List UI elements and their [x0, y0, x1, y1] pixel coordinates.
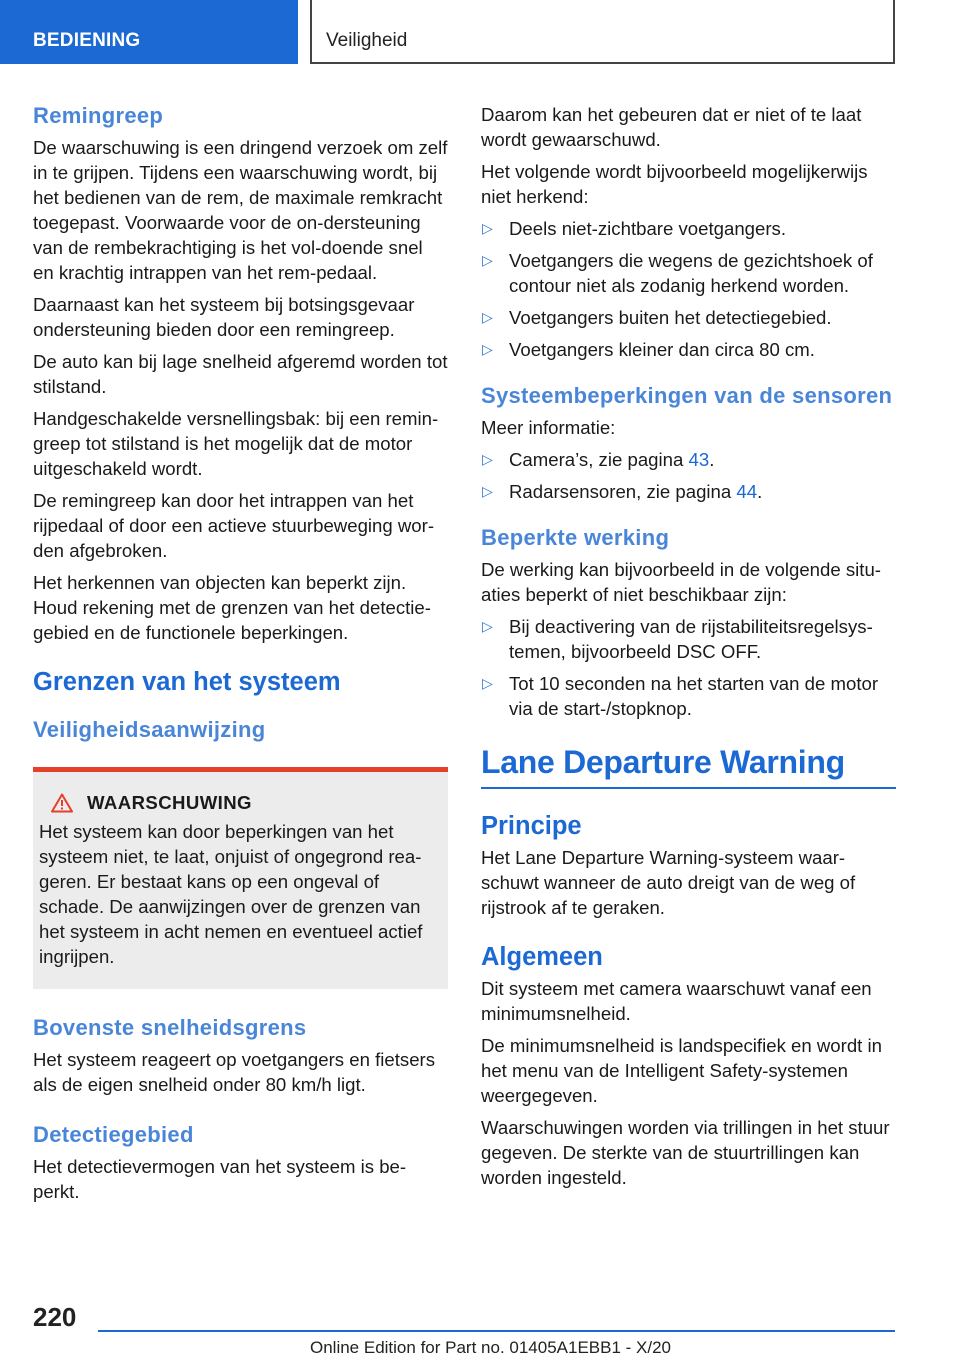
heading-remingreep: Remingreep: [33, 103, 164, 128]
page-title: Veiligheid: [310, 0, 895, 64]
warning-box: [33, 767, 448, 989]
list-item: ▷ Bij deactivering van de rijstabiliteitsregelsys-temen, bijvoorbeeld DSC OFF.: [482, 616, 873, 662]
list-item: ▷ Deels niet-zichtbare voetgangers.: [482, 218, 786, 239]
paragraph: Het volgende wordt bijvoorbeeld mogelijkerwijs niet herkend:: [481, 161, 868, 207]
warning-title: WAARSCHUWING: [87, 792, 252, 813]
heading-systeembeperkingen: Systeembeperkingen van de sensoren: [481, 383, 893, 408]
paragraph: Meer informatie:: [481, 417, 616, 438]
triangle-bullet-icon: ▷: [482, 675, 493, 691]
triangle-bullet-icon: ▷: [482, 309, 493, 325]
footer-divider: [98, 1330, 895, 1332]
heading-detectiegebied: Detectiegebied: [33, 1122, 194, 1147]
paragraph: Daarom kan het gebeuren dat er niet of te laat wordt gewaarschuwd.: [481, 104, 862, 150]
paragraph: Het herkennen van objecten kan beperkt zijn. Houd rekening met de grenzen van het detectie-gebied en de functionele beperkingen.: [33, 572, 431, 643]
paragraph: De waarschuwing is een dringend verzoek om zelf in te grijpen. Tijdens een waarschuwing wordt, bij het bedienen van de rem, de maximale remkracht toegepast. Voorwaarde voor de on-dersteuning van de rembekrachtiging is het vol-doende snel en krachtig intrappen van het rem-pedaal.: [33, 137, 448, 283]
heading-veiligheidsaanwijzing: Veiligheidsaanwijzing: [33, 717, 266, 742]
triangle-bullet-icon: ▷: [482, 220, 493, 236]
heading-principe: Principe: [481, 812, 582, 840]
list-item: ▷ Tot 10 seconden na het starten van de motor via de start-/stopknop.: [482, 673, 879, 719]
warning-text: Het systeem kan door beperkingen van het systeem niet, te laat, onjuist of ongegrond rea-geren. Er bestaat kans op een ongeval of schade. De aanwijzingen over de grenzen van het systeem in acht nemen en eventueel actief ingrijpen.: [39, 821, 423, 967]
paragraph: De minimumsnelheid is landspecifiek en wordt in het menu van de Intelligent Safety-systemen weergegeven.: [481, 1035, 882, 1106]
bullet-list: [481, 216, 896, 362]
paragraph: De auto kan bij lage snelheid afgeremd worden tot stilstand.: [33, 351, 448, 397]
paragraph: Waarschuwingen worden via trillingen in het stuur gegeven. De sterkte van de stuurtrillingen kan worden ingesteld.: [481, 1117, 890, 1188]
triangle-bullet-icon: ▷: [482, 483, 493, 499]
paragraph: De werking kan bijvoorbeeld in de volgende situ-aties beperkt of niet beschikbaar zijn:: [481, 559, 882, 605]
footer-edition: Online Edition for Part no. 01405A1EBB1 - X/20: [310, 1338, 672, 1357]
triangle-bullet-icon: ▷: [482, 252, 493, 268]
list-item: ▷ Voetgangers kleiner dan circa 80 cm.: [482, 339, 815, 360]
heading-beperkte-werking: Beperkte werking: [481, 525, 670, 550]
page-number: 220: [33, 1302, 77, 1332]
triangle-bullet-icon: ▷: [482, 451, 493, 467]
list-item: ▷ Voetgangers buiten het detectiegebied.: [482, 307, 832, 328]
paragraph: De remingreep kan door het intrappen van het rijpedaal of door een actieve stuurbeweging wor-den afgebroken.: [33, 490, 435, 561]
heading-bovenste-snelheidsgrens: Bovenste snelheidsgrens: [33, 1015, 307, 1040]
paragraph: Daarnaast kan het systeem bij botsingsgevaar ondersteuning bieden door een remingreep.: [33, 294, 415, 340]
right-column: [481, 102, 896, 1197]
page-link-43[interactable]: 43: [688, 449, 710, 470]
triangle-bullet-icon: ▷: [482, 618, 493, 634]
paragraph: Dit systeem met camera waarschuwt vanaf een minimumsnelheid.: [481, 978, 872, 1024]
warning-triangle-icon: [51, 793, 73, 813]
bullet-list: [481, 614, 896, 721]
warning-header: [39, 790, 442, 815]
list-item: ▷ Camera’s, zie pagina 43.: [482, 449, 715, 470]
heading-algemeen: Algemeen: [481, 943, 603, 971]
bullet-list: [481, 447, 896, 504]
page-link-44[interactable]: 44: [736, 481, 758, 502]
paragraph: Het systeem reageert op voetgangers en fietsers als de eigen snelheid onder 80 km/h ligt.: [33, 1049, 436, 1095]
paragraph: Het detectievermogen van het systeem is be-perkt.: [33, 1156, 407, 1202]
list-item: ▷ Radarsensoren, zie pagina 44.: [482, 481, 763, 502]
left-column: [33, 102, 448, 1211]
list-item: ▷ Voetgangers die wegens de gezichtshoek of contour niet als zodanig herkend worden.: [482, 250, 873, 296]
paragraph: Handgeschakelde versnellingsbak: bij een remin-greep tot stilstand is het mogelijk dat de motor uitgeschakeld wordt.: [33, 408, 439, 479]
paragraph: Het Lane Departure Warning-systeem waar-schuwt wanneer de auto dreigt van de weg of rijstrook af te geraken.: [481, 847, 856, 918]
section-tab: BEDIENING: [0, 0, 298, 64]
heading-grenzen: Grenzen van het systeem: [33, 668, 341, 696]
triangle-bullet-icon: ▷: [482, 341, 493, 357]
heading-lane-departure-warning: Lane Departure Warning: [481, 743, 896, 789]
